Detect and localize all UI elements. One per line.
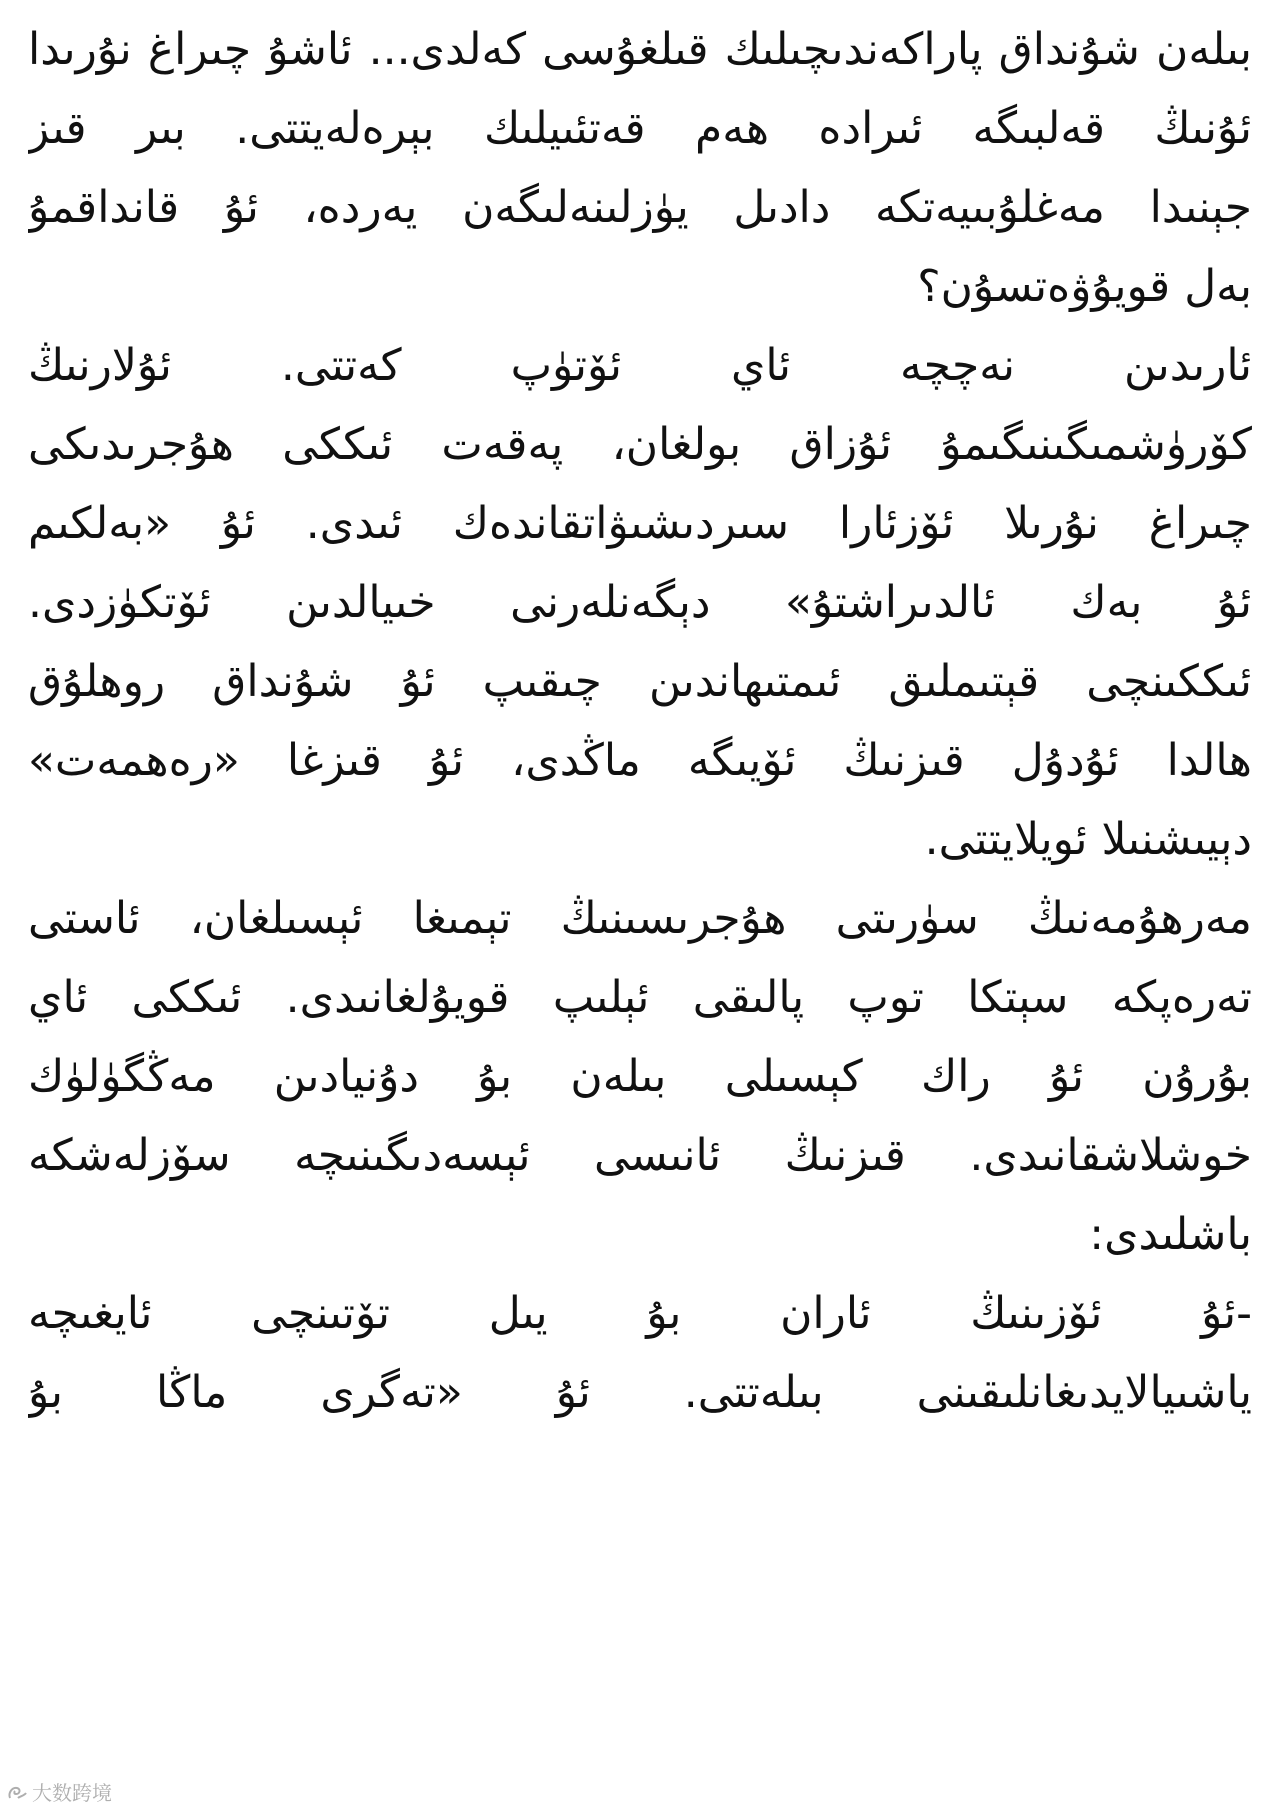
text-line: ياشىيالايدىغانلىقىنى بىلەتتى. ئۇ «تەگرى ماڭا بۇ <box>28 1367 1252 1418</box>
text-line: دېيىشنىلا ئويلايتتى. <box>924 814 1252 865</box>
text-line: چىراغ نۇرىلا ئۆزئارا سىردىشىۋاتقاندەك ئىدى. ئۇ «بەلكىم <box>28 498 1252 549</box>
text-line: -ئۇ ئۆزىنىڭ ئاران بۇ يىل تۆتىنچى ئايغىچە <box>28 1288 1252 1339</box>
swirl-logo-icon <box>6 1784 28 1802</box>
body-text <box>28 10 1252 1432</box>
text-line: بەل قويۇۋەتسۇن؟ <box>917 261 1252 312</box>
text-line: ھالدا ئۇدۇل قىزنىڭ ئۆيىگە ماڭدى، ئۇ قىزغا «رەھمەت» <box>28 735 1252 786</box>
text-line: ئۇ بەك ئالدىراشتۇ» دېگەنلەرنى خىيالدىن ئۆتكۈزدى. <box>28 577 1252 628</box>
text-line: ئۇنىڭ قەلبىگە ئىرادە ھەم قەتئىيلىك بېرەلەيتتى. بىر قىز <box>28 103 1252 154</box>
text-line: باشلىدى: <box>1089 1209 1252 1260</box>
text-line: ئىككىنچى قېتىملىق ئىمتىھاندىن چىقىپ ئۇ شۇنداق روھلۇق <box>28 656 1252 707</box>
text-line: كۆرۈشمىگىنىگىمۇ ئۇزاق بولغان، پەقەت ئىككى ھۇجرىدىكى <box>28 419 1252 470</box>
text-line: ئارىدىن نەچچە ئاي ئۆتۈپ كەتتى. ئۇلارنىڭ <box>28 340 1252 391</box>
text-line: بۇرۇن ئۇ راك كېسىلى بىلەن بۇ دۇنيادىن مەڭگۈلۈك <box>28 1051 1252 1102</box>
text-line: مەرھۇمەنىڭ سۈرىتى ھۇجرىسىنىڭ تېمىغا ئېسىلغان، ئاستى <box>28 893 1252 944</box>
watermark <box>6 1780 112 1806</box>
text-line: بىلەن شۇنداق پاراكەندىچىلىك قىلغۇسى كەلدى... ئاشۇ چىراغ نۇرىدا <box>28 24 1252 75</box>
text-line: خوشلاشقانىدى. قىزنىڭ ئانىسى ئېسەدىگىنىچە سۆزلەشكە <box>28 1130 1252 1181</box>
text-line: تەرەپكە سېتكا توپ پالىقى ئېلىپ قويۇلغانىدى. ئىككى ئاي <box>28 972 1252 1023</box>
watermark-text: 大数跨境 <box>32 1781 112 1805</box>
text-line: جېنىدا مەغلۇبىيەتكە دادىل يۈزلىنەلىگەن يەردە، ئۇ قانداقمۇ <box>28 182 1252 233</box>
